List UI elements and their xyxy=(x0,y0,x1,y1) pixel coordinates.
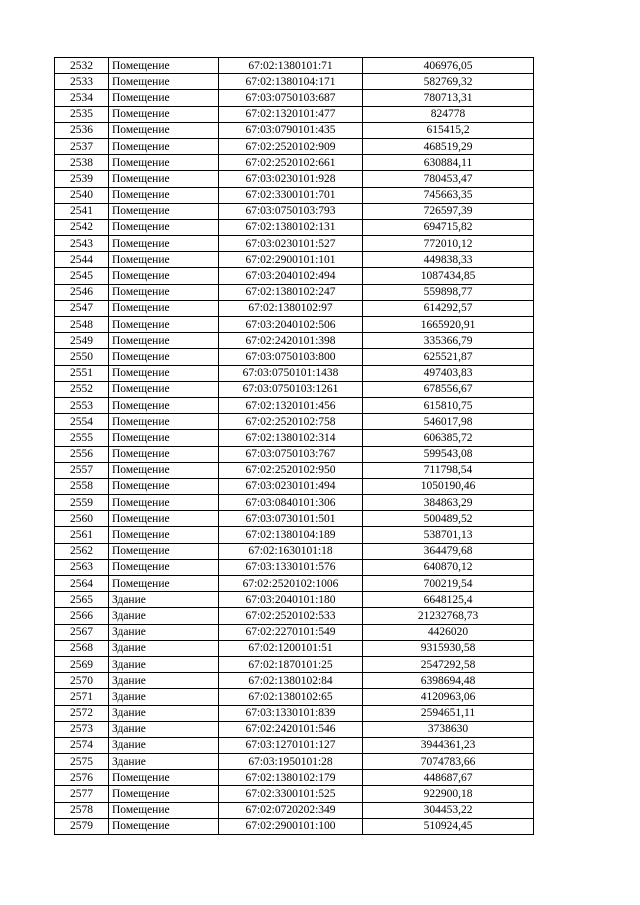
cadastral-number-cell: 67:02:1380102:131 xyxy=(219,219,363,235)
row-number-cell: 2575 xyxy=(55,754,109,770)
cadastral-value-cell: 4120963,06 xyxy=(363,689,534,705)
cadastral-value-cell: 625521,87 xyxy=(363,349,534,365)
row-number-cell: 2579 xyxy=(55,818,109,834)
row-number-cell: 2561 xyxy=(55,527,109,543)
cadastral-value-cell: 448687,67 xyxy=(363,770,534,786)
cadastral-value-cell: 780453,47 xyxy=(363,171,534,187)
cadastral-value-cell: 694715,82 xyxy=(363,219,534,235)
cadastral-number-cell: 67:02:2420101:398 xyxy=(219,333,363,349)
object-type-cell: Помещение xyxy=(109,284,219,300)
object-type-cell: Помещение xyxy=(109,203,219,219)
row-number-cell: 2569 xyxy=(55,656,109,672)
object-type-cell: Помещение xyxy=(109,802,219,818)
cadastral-value-cell: 630884,11 xyxy=(363,155,534,171)
table-row xyxy=(55,624,534,640)
object-type-cell: Помещение xyxy=(109,74,219,90)
cadastral-value-cell: 3944361,23 xyxy=(363,737,534,753)
object-type-cell: Помещение xyxy=(109,559,219,575)
cadastral-number-cell: 67:02:1380102:314 xyxy=(219,430,363,446)
cadastral-number-cell: 67:02:2520102:909 xyxy=(219,138,363,154)
table-row xyxy=(55,462,534,478)
row-number-cell: 2538 xyxy=(55,155,109,171)
object-type-cell: Помещение xyxy=(109,511,219,527)
table-row xyxy=(55,527,534,543)
object-type-cell: Помещение xyxy=(109,171,219,187)
object-type-cell: Здание xyxy=(109,673,219,689)
table-row xyxy=(55,478,534,494)
object-type-cell: Здание xyxy=(109,608,219,624)
table-row xyxy=(55,106,534,122)
cadastral-value-cell: 546017,98 xyxy=(363,414,534,430)
cadastral-value-cell: 640870,12 xyxy=(363,559,534,575)
object-type-cell: Здание xyxy=(109,754,219,770)
row-number-cell: 2564 xyxy=(55,576,109,592)
cadastral-value-cell: 4426020 xyxy=(363,624,534,640)
table-row xyxy=(55,58,534,74)
cadastral-value-cell: 497403,83 xyxy=(363,365,534,381)
row-number-cell: 2554 xyxy=(55,414,109,430)
row-number-cell: 2548 xyxy=(55,317,109,333)
table-row xyxy=(55,349,534,365)
object-type-cell: Помещение xyxy=(109,317,219,333)
cadastral-value-cell: 9315930,58 xyxy=(363,640,534,656)
cadastral-number-cell: 67:02:2420101:546 xyxy=(219,721,363,737)
cadastral-number-cell: 67:03:0730101:501 xyxy=(219,511,363,527)
cadastral-value-cell: 824778 xyxy=(363,106,534,122)
cadastral-number-cell: 67:03:0230101:527 xyxy=(219,236,363,252)
table-row xyxy=(55,721,534,737)
table-row xyxy=(55,656,534,672)
cadastral-value-cell: 606385,72 xyxy=(363,430,534,446)
row-number-cell: 2555 xyxy=(55,430,109,446)
cadastral-number-cell: 67:02:1870101:25 xyxy=(219,656,363,672)
object-type-cell: Помещение xyxy=(109,786,219,802)
registry-table xyxy=(54,57,534,835)
object-type-cell: Помещение xyxy=(109,138,219,154)
registry-table-body xyxy=(55,58,534,835)
object-type-cell: Здание xyxy=(109,721,219,737)
table-row xyxy=(55,802,534,818)
cadastral-number-cell: 67:02:1320101:477 xyxy=(219,106,363,122)
table-row xyxy=(55,317,534,333)
table-row xyxy=(55,187,534,203)
table-row xyxy=(55,770,534,786)
table-row xyxy=(55,592,534,608)
row-number-cell: 2532 xyxy=(55,58,109,74)
cadastral-number-cell: 67:02:1200101:51 xyxy=(219,640,363,656)
cadastral-number-cell: 67:03:0750101:1438 xyxy=(219,365,363,381)
object-type-cell: Помещение xyxy=(109,365,219,381)
row-number-cell: 2535 xyxy=(55,106,109,122)
object-type-cell: Помещение xyxy=(109,397,219,413)
object-type-cell: Помещение xyxy=(109,770,219,786)
cadastral-number-cell: 67:03:2040101:180 xyxy=(219,592,363,608)
object-type-cell: Помещение xyxy=(109,576,219,592)
cadastral-number-cell: 67:03:0840101:306 xyxy=(219,495,363,511)
table-row xyxy=(55,737,534,753)
table-row xyxy=(55,608,534,624)
cadastral-value-cell: 700219,54 xyxy=(363,576,534,592)
row-number-cell: 2557 xyxy=(55,462,109,478)
cadastral-number-cell: 67:02:2520102:1006 xyxy=(219,576,363,592)
object-type-cell: Помещение xyxy=(109,430,219,446)
cadastral-value-cell: 726597,39 xyxy=(363,203,534,219)
table-row xyxy=(55,414,534,430)
cadastral-value-cell: 559898,77 xyxy=(363,284,534,300)
table-row xyxy=(55,786,534,802)
row-number-cell: 2576 xyxy=(55,770,109,786)
object-type-cell: Помещение xyxy=(109,219,219,235)
row-number-cell: 2537 xyxy=(55,138,109,154)
table-row xyxy=(55,446,534,462)
cadastral-value-cell: 599543,08 xyxy=(363,446,534,462)
table-row xyxy=(55,559,534,575)
table-row xyxy=(55,203,534,219)
cadastral-number-cell: 67:03:0230101:494 xyxy=(219,478,363,494)
cadastral-number-cell: 67:02:3300101:701 xyxy=(219,187,363,203)
cadastral-number-cell: 67:02:1630101:18 xyxy=(219,543,363,559)
cadastral-number-cell: 67:02:1380102:247 xyxy=(219,284,363,300)
object-type-cell: Помещение xyxy=(109,495,219,511)
object-type-cell: Здание xyxy=(109,640,219,656)
row-number-cell: 2540 xyxy=(55,187,109,203)
object-type-cell: Здание xyxy=(109,737,219,753)
row-number-cell: 2562 xyxy=(55,543,109,559)
cadastral-number-cell: 67:03:2040102:506 xyxy=(219,317,363,333)
table-row xyxy=(55,219,534,235)
cadastral-value-cell: 468519,29 xyxy=(363,138,534,154)
object-type-cell: Помещение xyxy=(109,236,219,252)
object-type-cell: Помещение xyxy=(109,527,219,543)
cadastral-value-cell: 384863,29 xyxy=(363,495,534,511)
object-type-cell: Здание xyxy=(109,592,219,608)
row-number-cell: 2573 xyxy=(55,721,109,737)
row-number-cell: 2577 xyxy=(55,786,109,802)
cadastral-number-cell: 67:02:1320101:456 xyxy=(219,397,363,413)
cadastral-value-cell: 1087434,85 xyxy=(363,268,534,284)
row-number-cell: 2551 xyxy=(55,365,109,381)
object-type-cell: Здание xyxy=(109,624,219,640)
cadastral-value-cell: 615415,2 xyxy=(363,122,534,138)
cadastral-number-cell: 67:03:2040102:494 xyxy=(219,268,363,284)
cadastral-value-cell: 582769,32 xyxy=(363,74,534,90)
object-type-cell: Помещение xyxy=(109,462,219,478)
object-type-cell: Помещение xyxy=(109,90,219,106)
cadastral-number-cell: 67:02:1380102:65 xyxy=(219,689,363,705)
table-row xyxy=(55,122,534,138)
cadastral-number-cell: 67:02:1380102:84 xyxy=(219,673,363,689)
table-row xyxy=(55,818,534,834)
row-number-cell: 2556 xyxy=(55,446,109,462)
object-type-cell: Помещение xyxy=(109,106,219,122)
cadastral-value-cell: 21232768,73 xyxy=(363,608,534,624)
row-number-cell: 2570 xyxy=(55,673,109,689)
cadastral-value-cell: 2547292,58 xyxy=(363,656,534,672)
cadastral-number-cell: 67:02:2900101:100 xyxy=(219,818,363,834)
row-number-cell: 2574 xyxy=(55,737,109,753)
object-type-cell: Здание xyxy=(109,705,219,721)
table-row xyxy=(55,138,534,154)
cadastral-number-cell: 67:03:0750103:793 xyxy=(219,203,363,219)
row-number-cell: 2549 xyxy=(55,333,109,349)
row-number-cell: 2552 xyxy=(55,381,109,397)
table-row xyxy=(55,640,534,656)
row-number-cell: 2559 xyxy=(55,495,109,511)
object-type-cell: Помещение xyxy=(109,349,219,365)
cadastral-number-cell: 67:03:0750103:1261 xyxy=(219,381,363,397)
cadastral-number-cell: 67:03:1950101:28 xyxy=(219,754,363,770)
table-row xyxy=(55,365,534,381)
row-number-cell: 2534 xyxy=(55,90,109,106)
table-row xyxy=(55,74,534,90)
table-row xyxy=(55,90,534,106)
row-number-cell: 2541 xyxy=(55,203,109,219)
cadastral-number-cell: 67:02:2520102:758 xyxy=(219,414,363,430)
cadastral-value-cell: 711798,54 xyxy=(363,462,534,478)
row-number-cell: 2560 xyxy=(55,511,109,527)
row-number-cell: 2572 xyxy=(55,705,109,721)
cadastral-value-cell: 745663,35 xyxy=(363,187,534,203)
cadastral-value-cell: 1665920,91 xyxy=(363,317,534,333)
cadastral-number-cell: 67:02:2270101:549 xyxy=(219,624,363,640)
object-type-cell: Помещение xyxy=(109,300,219,316)
object-type-cell: Помещение xyxy=(109,543,219,559)
table-row xyxy=(55,543,534,559)
cadastral-value-cell: 614292,57 xyxy=(363,300,534,316)
cadastral-value-cell: 1050190,46 xyxy=(363,478,534,494)
table-row xyxy=(55,252,534,268)
row-number-cell: 2539 xyxy=(55,171,109,187)
cadastral-number-cell: 67:02:1380102:179 xyxy=(219,770,363,786)
object-type-cell: Здание xyxy=(109,689,219,705)
cadastral-value-cell: 510924,45 xyxy=(363,818,534,834)
cadastral-value-cell: 6648125,4 xyxy=(363,592,534,608)
cadastral-value-cell: 772010,12 xyxy=(363,236,534,252)
row-number-cell: 2533 xyxy=(55,74,109,90)
table-row xyxy=(55,284,534,300)
cadastral-number-cell: 67:03:1270101:127 xyxy=(219,737,363,753)
cadastral-value-cell: 615810,75 xyxy=(363,397,534,413)
object-type-cell: Помещение xyxy=(109,414,219,430)
row-number-cell: 2565 xyxy=(55,592,109,608)
table-row xyxy=(55,511,534,527)
cadastral-value-cell: 364479,68 xyxy=(363,543,534,559)
row-number-cell: 2550 xyxy=(55,349,109,365)
object-type-cell: Помещение xyxy=(109,478,219,494)
table-row xyxy=(55,495,534,511)
cadastral-value-cell: 449838,33 xyxy=(363,252,534,268)
object-type-cell: Помещение xyxy=(109,58,219,74)
table-row xyxy=(55,171,534,187)
cadastral-number-cell: 67:02:2520102:950 xyxy=(219,462,363,478)
cadastral-number-cell: 67:03:0790101:435 xyxy=(219,122,363,138)
object-type-cell: Помещение xyxy=(109,446,219,462)
cadastral-number-cell: 67:02:2520102:533 xyxy=(219,608,363,624)
object-type-cell: Помещение xyxy=(109,155,219,171)
object-type-cell: Помещение xyxy=(109,333,219,349)
row-number-cell: 2567 xyxy=(55,624,109,640)
cadastral-number-cell: 67:03:1330101:576 xyxy=(219,559,363,575)
cadastral-number-cell: 67:02:1380104:171 xyxy=(219,74,363,90)
row-number-cell: 2578 xyxy=(55,802,109,818)
cadastral-number-cell: 67:02:2900101:101 xyxy=(219,252,363,268)
cadastral-number-cell: 67:03:0750103:800 xyxy=(219,349,363,365)
cadastral-value-cell: 678556,67 xyxy=(363,381,534,397)
table-row xyxy=(55,576,534,592)
cadastral-value-cell: 538701,13 xyxy=(363,527,534,543)
cadastral-value-cell: 406976,05 xyxy=(363,58,534,74)
row-number-cell: 2571 xyxy=(55,689,109,705)
table-row xyxy=(55,430,534,446)
cadastral-number-cell: 67:02:1380102:97 xyxy=(219,300,363,316)
cadastral-value-cell: 3738630 xyxy=(363,721,534,737)
cadastral-number-cell: 67:02:1380101:71 xyxy=(219,58,363,74)
row-number-cell: 2558 xyxy=(55,478,109,494)
cadastral-number-cell: 67:03:0750103:687 xyxy=(219,90,363,106)
cadastral-number-cell: 67:02:3300101:525 xyxy=(219,786,363,802)
row-number-cell: 2547 xyxy=(55,300,109,316)
cadastral-value-cell: 335366,79 xyxy=(363,333,534,349)
row-number-cell: 2566 xyxy=(55,608,109,624)
object-type-cell: Здание xyxy=(109,656,219,672)
table-row xyxy=(55,236,534,252)
object-type-cell: Помещение xyxy=(109,187,219,203)
table-row xyxy=(55,300,534,316)
row-number-cell: 2543 xyxy=(55,236,109,252)
table-row xyxy=(55,381,534,397)
cadastral-number-cell: 67:02:2520102:661 xyxy=(219,155,363,171)
cadastral-value-cell: 500489,52 xyxy=(363,511,534,527)
cadastral-value-cell: 780713,31 xyxy=(363,90,534,106)
row-number-cell: 2553 xyxy=(55,397,109,413)
row-number-cell: 2545 xyxy=(55,268,109,284)
row-number-cell: 2546 xyxy=(55,284,109,300)
cadastral-number-cell: 67:03:0230101:928 xyxy=(219,171,363,187)
cadastral-value-cell: 2594651,11 xyxy=(363,705,534,721)
row-number-cell: 2568 xyxy=(55,640,109,656)
table-row xyxy=(55,397,534,413)
row-number-cell: 2563 xyxy=(55,559,109,575)
object-type-cell: Помещение xyxy=(109,252,219,268)
cadastral-value-cell: 304453,22 xyxy=(363,802,534,818)
row-number-cell: 2544 xyxy=(55,252,109,268)
table-row xyxy=(55,673,534,689)
table-row xyxy=(55,333,534,349)
cadastral-number-cell: 67:03:0750103:767 xyxy=(219,446,363,462)
row-number-cell: 2542 xyxy=(55,219,109,235)
row-number-cell: 2536 xyxy=(55,122,109,138)
table-row xyxy=(55,705,534,721)
cadastral-number-cell: 67:02:1380104:189 xyxy=(219,527,363,543)
cadastral-value-cell: 7074783,66 xyxy=(363,754,534,770)
table-row xyxy=(55,268,534,284)
object-type-cell: Помещение xyxy=(109,818,219,834)
cadastral-value-cell: 922900,18 xyxy=(363,786,534,802)
cadastral-number-cell: 67:03:1330101:839 xyxy=(219,705,363,721)
cadastral-value-cell: 6398694,48 xyxy=(363,673,534,689)
table-row xyxy=(55,689,534,705)
object-type-cell: Помещение xyxy=(109,122,219,138)
object-type-cell: Помещение xyxy=(109,381,219,397)
table-row xyxy=(55,155,534,171)
cadastral-number-cell: 67:02:0720202:349 xyxy=(219,802,363,818)
table-row xyxy=(55,754,534,770)
object-type-cell: Помещение xyxy=(109,268,219,284)
